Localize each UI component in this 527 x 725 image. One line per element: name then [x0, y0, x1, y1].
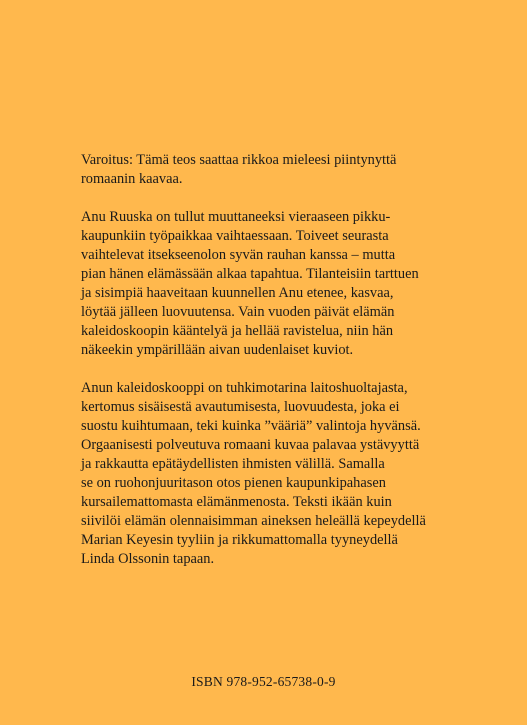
text-line: Anu Ruuska on tullut muuttaneeksi vieraaseen pikku- — [81, 209, 391, 225]
text-line: ja rakkautta epätäydellisten ihmisten välillä. Samalla — [81, 456, 385, 472]
isbn-label: ISBN 978-952-65738-0-9 — [191, 674, 336, 689]
warning-paragraph — [81, 151, 521, 189]
text-line: suostu kuihtumaan, teki kuinka ”vääriä” valintoja hyvänsä. — [81, 418, 421, 434]
text-line: kaupunkiin työpaikkaa vaihtaessaan. Toiveet seurasta — [81, 228, 389, 244]
blurb-text — [81, 151, 521, 588]
text-line: kursailemattomasta elämänmenosta. Teksti ikään kuin — [81, 494, 392, 510]
text-line: näkeekin ympärillään aivan uudenlaiset kuviot. — [81, 342, 354, 358]
text-line: romaanin kaavaa. — [81, 171, 183, 187]
synopsis-paragraph — [81, 208, 521, 360]
description-paragraph — [81, 379, 521, 569]
text-line: siivilöi elämän olennaisimman aineksen heleällä kepeydellä — [81, 513, 426, 529]
text-line: löytää jälleen luovuutensa. Vain vuoden päivät elämän — [81, 304, 395, 320]
text-line: Marian Keyesin tyyliin ja rikkumattomalla tyyneydellä — [81, 532, 398, 548]
text-line: Orgaanisesti polveutuva romaani kuvaa palavaa ystävyyttä — [81, 437, 420, 453]
text-line: kertomus sisäisestä avautumisesta, luovuudesta, joka ei — [81, 399, 400, 415]
text-line: vaihtelevat itsekseenolon syvän rauhan kanssa – mutta — [81, 247, 396, 263]
text-line: Linda Olssonin tapaan. — [81, 551, 215, 567]
text-line: kaleidoskoopin kääntelyä ja hellää ravistelua, niin hän — [81, 323, 394, 339]
text-line: se on ruohonjuuritason otos pienen kaupunkipahasen — [81, 475, 386, 491]
text-line: ja sisimpiä haaveitaan kuunnellen Anu etenee, kasvaa, — [81, 285, 394, 301]
text-line: Anun kaleidoskooppi on tuhkimotarina laitoshuoltajasta, — [81, 380, 408, 396]
text-line: pian hänen elämässään alkaa tapahtua. Tilanteisiin tarttuen — [81, 266, 419, 282]
text-line: Varoitus: Tämä teos saattaa rikkoa mieleesi piintynyttä — [81, 152, 397, 168]
